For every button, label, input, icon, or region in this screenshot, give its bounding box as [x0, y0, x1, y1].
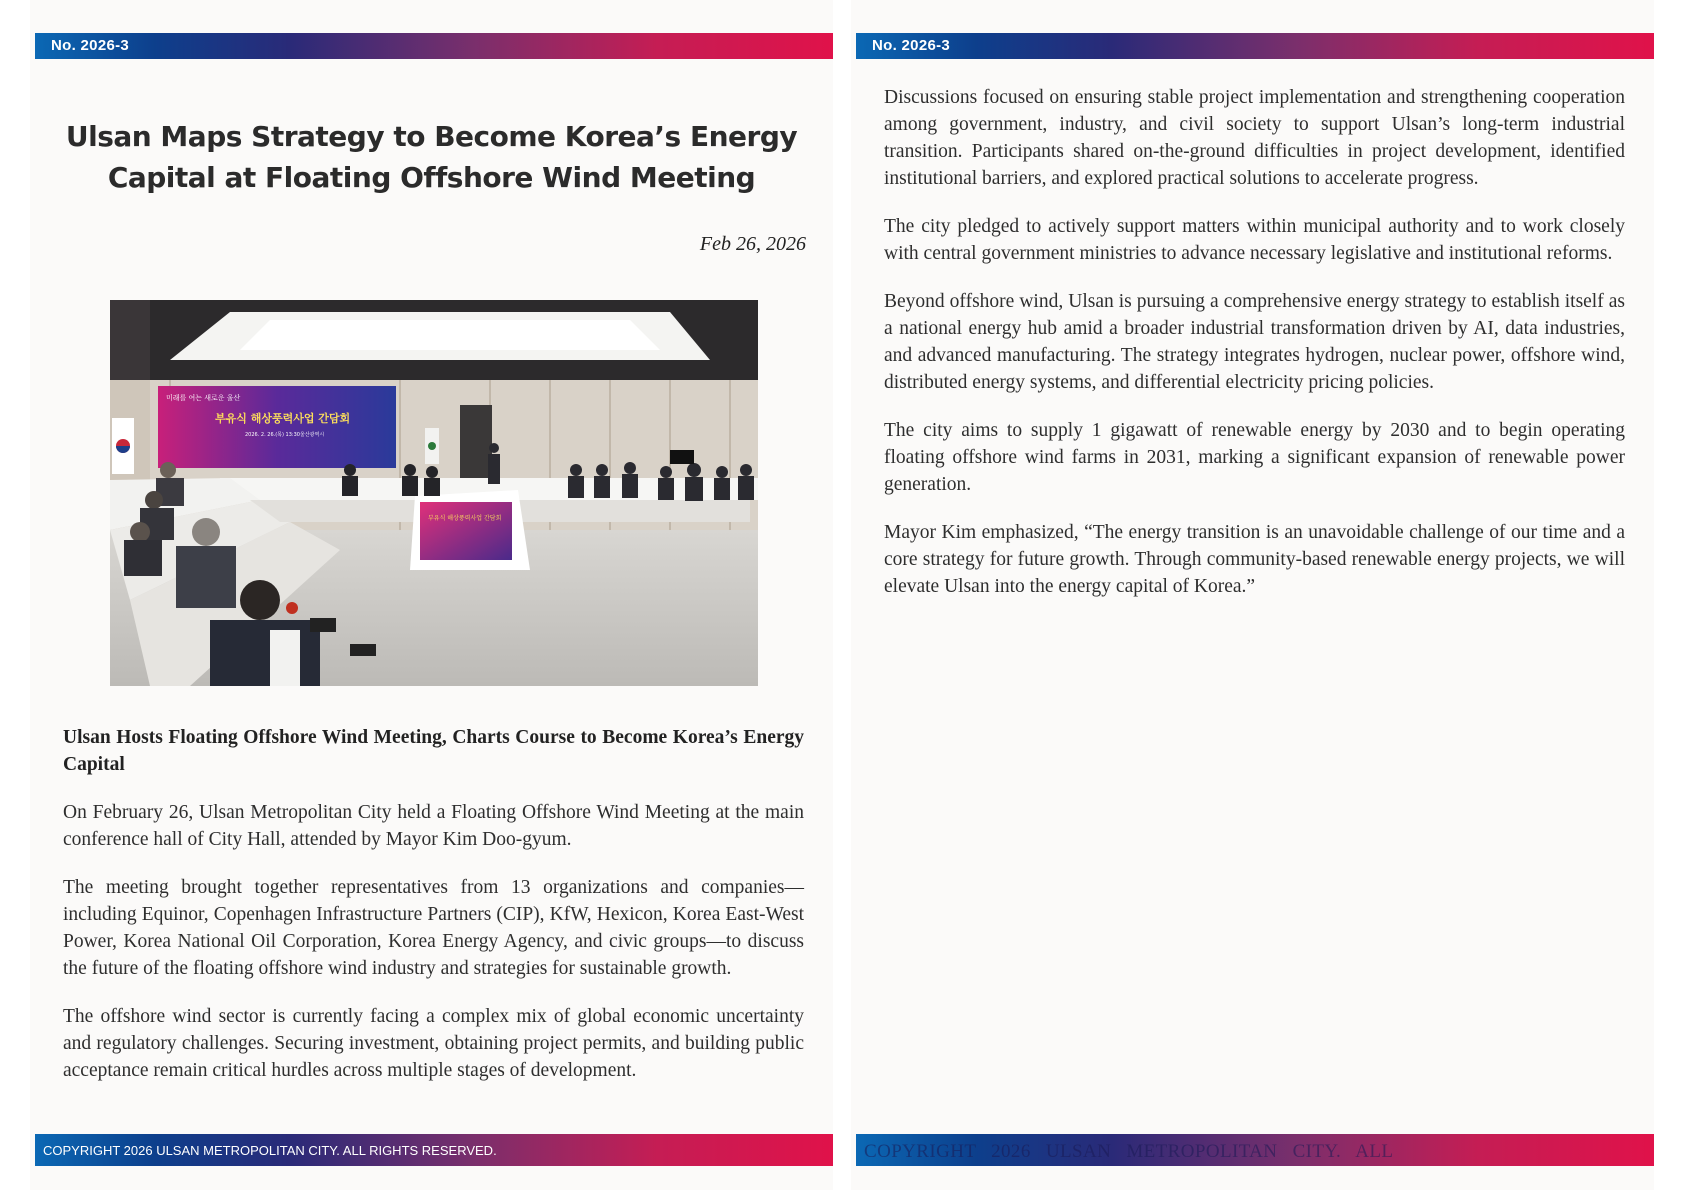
banner-small-text: 미래를 여는 새로운 울산: [166, 394, 241, 402]
paragraph: The city aims to supply 1 gigawatt of renewable energy by 2030 and to begin operating floating offshore wind farms in 2031, marking a significant expansion of renewable power generation.: [884, 420, 1625, 495]
left-page: [30, 0, 833, 1190]
banner-title-text: 부유식 해상풍력사업 간담회: [215, 412, 351, 425]
paragraph: The city pledged to actively support matters within municipal authority and to work closely with central government ministries to advance necessary legislative and institutional reforms.: [884, 216, 1625, 264]
article-title: Ulsan Maps Strategy to Become Korea’s Energy Capital at Floating Offshore Wind Meeting: [65, 120, 798, 194]
issue-number: No. 2026-3: [872, 37, 951, 54]
issue-number: No. 2026-3: [51, 37, 130, 54]
footer-band-right: [856, 1134, 1654, 1166]
paragraph: On February 26, Ulsan Metropolitan City held a Floating Offshore Wind Meeting at the main conference hall of City Hall, attended by Mayor Kim Doo-gyum.: [63, 802, 804, 850]
paragraph: Discussions focused on ensuring stable project implementation and strengthening cooperation among government, industry, and civil society to support Ulsan’s long-term industrial transition. Participants shared on-the-ground difficulties in project development, identified institutional barriers, and explored practical solutions to accelerate progress.: [884, 87, 1625, 189]
podium-display-text: 부유식 해상풍력사업 간담회: [428, 515, 502, 522]
article-subheading: Ulsan Hosts Floating Offshore Wind Meeting, Charts Course to Become Korea’s Energy Capital: [63, 727, 804, 775]
banner-org-text: 울산광역시: [300, 432, 325, 438]
copyright-text-partial: COPYRIGHT 2026 ULSAN METROPOLITAN CITY. ALL: [864, 1141, 1394, 1162]
right-body: [884, 84, 1625, 621]
article-date: Feb 26, 2026: [699, 233, 806, 255]
paragraph: Beyond offshore wind, Ulsan is pursuing a comprehensive energy strategy to establish itself as a national energy hub amid a broader industrial transformation driven by AI, data industries, and advanced manufacturing. The strategy integrates hydrogen, nuclear power, offshore wind, distributed energy systems, and differential electricity pricing policies.: [884, 291, 1625, 393]
paragraph: The offshore wind sector is currently facing a complex mix of global economic uncertainty and regulatory challenges. Securing investment, obtaining project permits, and building public acceptance remain critical hurdles across multiple stages of development.: [63, 1006, 804, 1081]
paragraph: Mayor Kim emphasized, “The energy transition is an unavoidable challenge of our time and a core strategy for future growth. Through community-based renewable energy projects, we will elevate Ulsan into the energy capital of Korea.”: [884, 522, 1625, 597]
left-body: [63, 724, 804, 1105]
header-band-right: [856, 33, 1654, 59]
meeting-photo: [110, 300, 758, 686]
paragraph: The meeting brought together representatives from 13 organizations and companies—including Equinor, Copenhagen Infrastructure Partners (CIP), KfW, Hexicon, Korea East-West Power, Korea National Oil Corporation, Korea Energy Agency, and civic groups—to discuss the future of the floating offshore wind industry and strategies for sustainable growth.: [63, 877, 804, 979]
copyright-text: COPYRIGHT 2026 ULSAN METROPOLITAN CITY. ALL RIGHTS RESERVED.: [43, 1143, 497, 1158]
header-band-left: [35, 33, 833, 59]
banner-sub-text: 2026. 2. 26.(목) 13:30: [245, 432, 300, 438]
footer-band-left: [35, 1134, 833, 1166]
right-page: [851, 0, 1654, 1190]
